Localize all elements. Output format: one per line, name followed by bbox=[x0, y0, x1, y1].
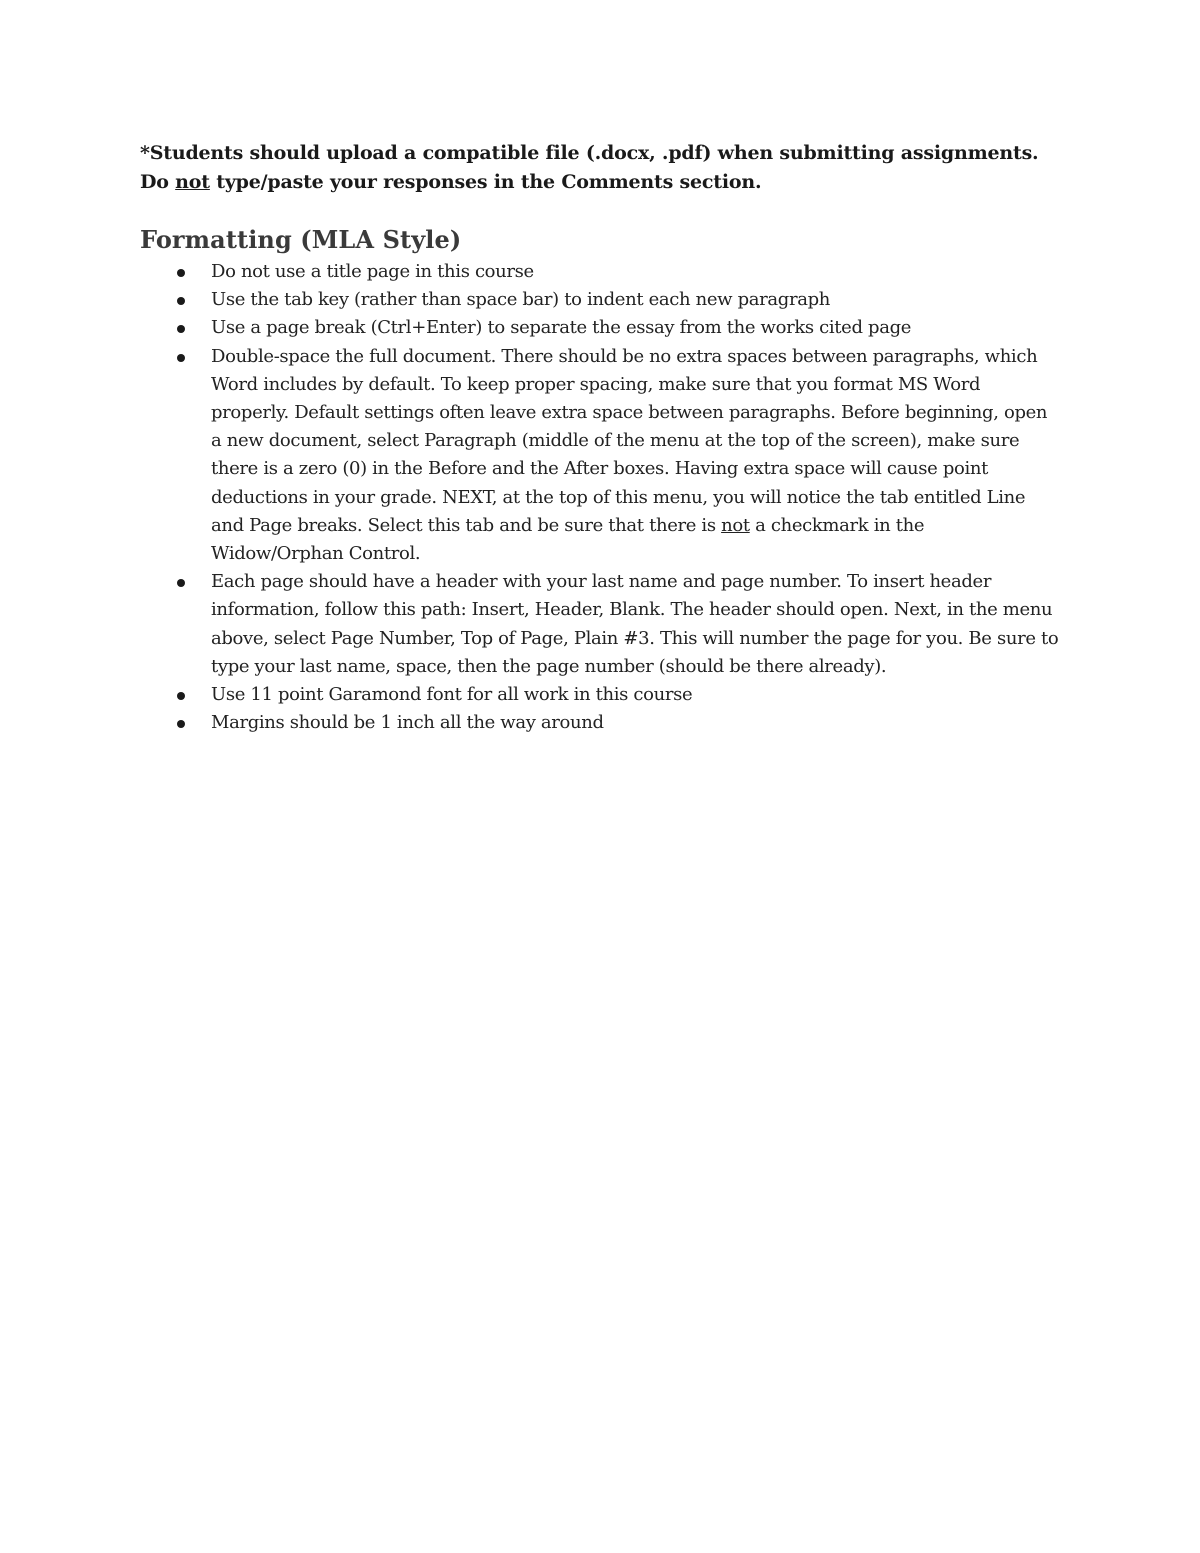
submission-notice bbox=[140, 139, 1060, 197]
bullet-icon bbox=[177, 269, 185, 277]
section-heading: Formatting (MLA Style) bbox=[140, 225, 462, 254]
list-item-underlined-word: not bbox=[721, 514, 750, 536]
notice-text-part1: *Students should upload a compatible file (.docx, .pdf) when submitting assignments. Do bbox=[140, 142, 1039, 193]
bullet-icon bbox=[177, 579, 185, 587]
list-item-text: Each page should have a header with your last name and page number. To insert header information, follow this path: Insert, Header, Blank. The header should open. Next, in the menu above, select Page Number, Top of Page, Plain #3. This will number the page for you. Be sure to type your last name, space, then the page number (should be there already). bbox=[211, 571, 1059, 677]
list-item-text: Use the tab key (rather than space bar) to indent each new paragraph bbox=[211, 289, 831, 311]
formatting-list bbox=[140, 258, 1060, 737]
list-item-text: Use 11 point Garamond font for all work in this course bbox=[211, 684, 693, 706]
list-item-text-part1: Double-space the full document. There should be no extra spaces between paragraphs, which Word includes by default. To keep proper spacing, make sure that you format MS Word properly. Default settings often leave extra space between paragraphs. Before beginning, open a new document, select Paragraph (middle of the menu at the top of the screen), make sure there is a zero (0) in the Before and the After boxes. Having extra space will cause point deductions in your grade. NEXT, at the top of this menu, you will notice the tab entitled Line and Page breaks. Select this tab and be sure that there is bbox=[211, 345, 1048, 536]
list-item-text: Do not use a title page in this course bbox=[211, 261, 534, 282]
list-item bbox=[140, 314, 1060, 342]
document-page bbox=[140, 139, 1060, 737]
bullet-icon bbox=[177, 354, 185, 362]
bullet-icon bbox=[177, 720, 185, 728]
list-item bbox=[140, 709, 1060, 737]
list-item bbox=[140, 343, 1060, 569]
notice-underlined-word: not bbox=[175, 171, 210, 193]
bullet-icon bbox=[177, 692, 185, 700]
notice-text-part2: type/paste your responses in the Comments section. bbox=[209, 171, 762, 193]
list-item-text: Margins should be 1 inch all the way around bbox=[211, 712, 604, 734]
list-item-text-part2: a checkmark in the Widow/Orphan Control. bbox=[211, 514, 925, 565]
list-item bbox=[140, 568, 1060, 681]
list-item-text: Use a page break (Ctrl+Enter) to separate the essay from the works cited page bbox=[211, 317, 912, 339]
bullet-icon bbox=[177, 325, 185, 333]
list-item bbox=[140, 681, 1060, 709]
bullet-icon bbox=[177, 297, 185, 305]
list-item bbox=[140, 286, 1060, 314]
list-item bbox=[140, 258, 1060, 286]
